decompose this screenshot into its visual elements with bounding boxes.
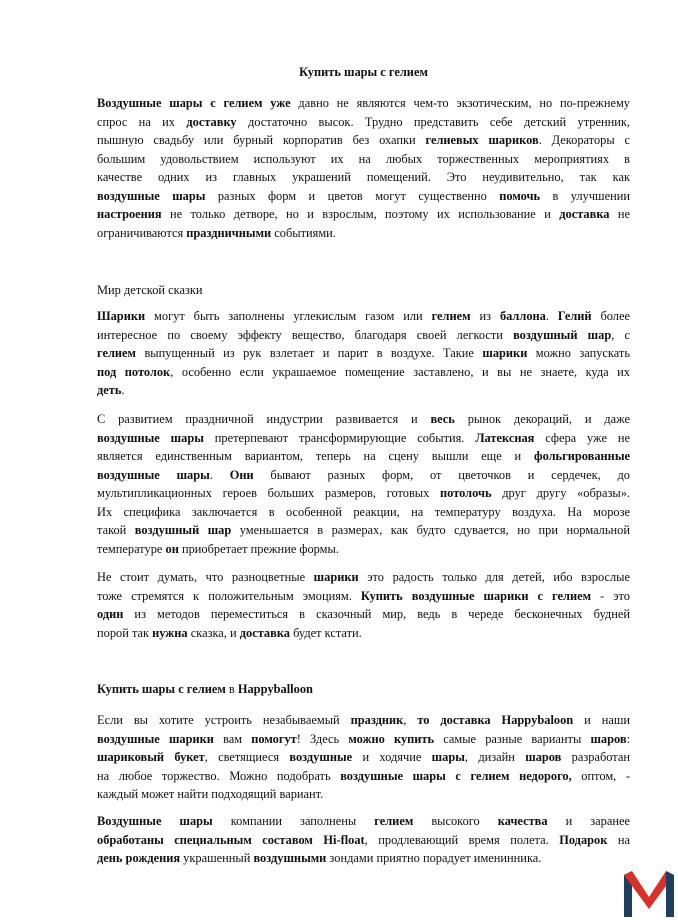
- text-line: [97, 831, 630, 850]
- paragraph-happyballoon: [97, 711, 630, 804]
- bold-keyword: воздушный шар: [134, 523, 232, 537]
- text-run: из: [470, 309, 500, 323]
- text-run: самые разные варианты: [434, 731, 591, 746]
- text-run: ! Здесь: [296, 731, 349, 746]
- text-line: [97, 410, 630, 429]
- bold-keyword: Латексная: [475, 430, 535, 445]
- bold-keyword: воздушные шары с гелием недорого,: [340, 768, 572, 783]
- text-run: выпущенный из рук взлетает и парит в воздухе. Такие: [136, 346, 483, 360]
- bold-keyword: баллона: [499, 309, 546, 323]
- text-run: бывают разных форм, от цветочков и сердечек, до: [253, 467, 630, 482]
- text-run: каждый может найти подходящий вариант.: [97, 787, 324, 801]
- paragraph-adults: [97, 568, 630, 642]
- text-run: разработан: [561, 750, 630, 764]
- text-run: .: [121, 383, 125, 397]
- text-line: [97, 767, 630, 786]
- paragraph-helium: [97, 307, 630, 400]
- bold-keyword: воздушными: [253, 851, 327, 865]
- section-heading-happyballoon: [97, 680, 313, 698]
- bold-keyword: шариковый букет: [97, 750, 205, 764]
- bold-keyword: можно купить: [348, 731, 435, 746]
- paragraph-intro: [97, 94, 630, 242]
- bold-keyword: праздничными: [186, 225, 272, 240]
- m-logo-icon: [624, 871, 674, 917]
- text-run: такой: [97, 523, 135, 537]
- bold-keyword: праздник: [350, 713, 404, 727]
- text-run: тоже стремятся к положительным эмоциям.: [97, 588, 361, 603]
- bold-keyword: шары: [431, 750, 465, 764]
- text-run: - это: [591, 588, 630, 603]
- bold-keyword: воздушные шарики: [97, 731, 214, 746]
- bold-keyword: под потолок: [97, 364, 171, 379]
- text-line: [97, 605, 630, 624]
- text-run: .: [545, 309, 558, 323]
- text-line: [97, 849, 630, 868]
- text-run: ограничиваются: [97, 225, 187, 240]
- bold-keyword: деть: [97, 383, 122, 397]
- bold-keyword: шаров: [525, 750, 562, 764]
- text-line: [97, 587, 630, 606]
- text-run: Не стоит думать, что разноцветные: [97, 570, 314, 584]
- text-run: на любое торжество. Можно подобрать: [97, 768, 341, 783]
- bold-keyword: качества: [497, 814, 548, 828]
- bold-keyword: помогут: [251, 731, 297, 746]
- text-run: сфера уже не: [534, 430, 630, 445]
- text-line: [97, 113, 630, 132]
- logo-right-stroke: [666, 871, 674, 917]
- text-run: качестве одних из главных украшений помещений. Это неудивительно, так как: [97, 170, 630, 184]
- bold-keyword: Они: [229, 467, 254, 482]
- text-line: [97, 812, 630, 831]
- text-run: давно не являются чем-то экзотическим, но по-прежнему: [290, 96, 630, 110]
- text-run: , дизайн: [464, 750, 526, 764]
- bold-keyword: потолочь: [440, 486, 492, 500]
- paragraph-quality: [97, 812, 630, 868]
- text-line: [97, 381, 630, 400]
- bold-keyword: шарики: [313, 570, 359, 584]
- text-run: событиями.: [271, 225, 336, 240]
- text-run: разных форм и цветов могут существенно: [205, 188, 500, 203]
- text-run: могут быть заполнены углекислым газом или: [145, 309, 432, 323]
- heading-brand: Happyballoon: [237, 682, 313, 696]
- text-line: [97, 150, 630, 169]
- bold-keyword: доставку: [186, 114, 237, 129]
- text-line: [97, 540, 630, 559]
- text-run: не: [609, 207, 630, 221]
- text-run: сказка, и: [187, 625, 240, 640]
- text-line: [97, 624, 630, 643]
- text-run: .: [209, 467, 230, 482]
- text-run: в улучшении: [540, 188, 630, 203]
- bold-keyword: то доставка Happybaloon: [417, 713, 574, 727]
- text-run: это радость только для детей, ибо взрослые: [358, 570, 630, 584]
- text-line: [97, 521, 630, 540]
- bold-keyword: Воздушные шары: [97, 96, 203, 110]
- text-run: и заранее: [547, 814, 631, 828]
- text-line: [97, 484, 630, 503]
- text-line: [97, 730, 630, 749]
- bold-keyword: обработаны специальным составом Hi-float: [97, 832, 365, 847]
- text-run: и ходячие: [352, 750, 432, 764]
- text-line: [97, 205, 630, 224]
- text-run: С развитием праздничной индустрии развивается и: [97, 412, 431, 426]
- text-run: друг другу «образы».: [491, 486, 631, 500]
- text-run: Если вы хотите устроить незабываемый: [97, 713, 351, 727]
- text-line: [97, 344, 630, 363]
- text-line: [97, 187, 630, 206]
- text-run: температуре: [97, 541, 166, 556]
- section-heading-fairy-world: Мир детской сказки: [97, 283, 203, 297]
- bold-keyword: Шарики: [97, 309, 146, 323]
- text-line: [97, 94, 630, 113]
- text-run: не только детворе, но и взрослым, поэтому их использование и: [161, 207, 560, 221]
- text-run: является единственным вариантом, теперь на сцену вышли еще и: [97, 449, 534, 463]
- bold-keyword: воздушные шары: [97, 467, 210, 482]
- text-run: претерпевают трансформирующие события.: [203, 430, 476, 445]
- text-line: [97, 224, 630, 243]
- bold-keyword: он: [165, 541, 179, 556]
- bold-keyword: доставка: [559, 207, 610, 221]
- text-run: спрос на их: [97, 114, 187, 129]
- text-run: можно запускать: [527, 346, 631, 360]
- bold-keyword: воздушные шары: [97, 430, 204, 445]
- text-run: Их специфика заключается в особенной реакции, на температуру воздуха. На морозе: [97, 504, 630, 519]
- text-run: . Декораторы с: [538, 133, 630, 147]
- bold-keyword: Гелий: [557, 309, 592, 323]
- text-line: [97, 466, 630, 485]
- text-line: [97, 748, 630, 767]
- heading-connector: в: [225, 682, 238, 696]
- text-run: на: [607, 832, 630, 847]
- text-line: [97, 568, 630, 587]
- text-run: более: [591, 309, 630, 323]
- text-run: большим удовольствием используют их на любых торжественных мероприятиях в: [97, 151, 630, 166]
- text-run: компании заполнены: [212, 814, 375, 828]
- text-run: , светящиеся: [204, 750, 290, 764]
- bold-keyword: нужна: [152, 625, 188, 640]
- text-run: уменьшается в размерах, как будто сдувается, но при нормальной: [231, 523, 630, 537]
- text-line: [97, 429, 630, 448]
- text-line: [97, 503, 630, 522]
- bold-keyword: гелием: [97, 346, 136, 360]
- bold-keyword: воздушные шары: [97, 188, 206, 203]
- bold-keyword: Воздушные шары: [97, 814, 213, 828]
- bold-keyword: доставка: [239, 625, 290, 640]
- text-line: [97, 711, 630, 730]
- text-line: [97, 307, 630, 326]
- text-run: приобретает прежние формы.: [178, 541, 339, 556]
- page-title: Купить шары с гелием: [299, 65, 428, 79]
- text-run: , с: [611, 327, 630, 342]
- bold-keyword: гелием: [374, 814, 414, 828]
- bold-keyword: с гелием уже: [210, 96, 291, 110]
- bold-keyword: воздушный шар: [513, 327, 612, 342]
- text-line: [97, 447, 630, 466]
- bold-keyword: Купить воздушные шарики с гелием: [360, 588, 592, 603]
- text-run: пышную свадьбу или бурный корпоратив без охапки: [97, 133, 426, 147]
- text-run: вам: [213, 731, 252, 746]
- bold-keyword: воздушные: [289, 750, 353, 764]
- bold-keyword: шаров: [590, 731, 627, 746]
- text-run: , продлевающий время полета.: [364, 832, 560, 847]
- text-line: [97, 785, 630, 804]
- text-run: украшенный: [180, 851, 254, 865]
- text-run: из методов переместиться в сказочный мир, ведь в череде бесконечных будней: [123, 607, 630, 621]
- text-line: [97, 168, 630, 187]
- bold-keyword: настроения: [97, 207, 162, 221]
- heading-bold: Купить шары с гелием: [97, 682, 226, 696]
- text-run: порой так: [97, 625, 153, 640]
- bold-keyword: гелиевых шариков: [425, 133, 539, 147]
- text-run: :: [626, 731, 631, 746]
- text-line: [97, 131, 630, 150]
- bold-keyword: день рождения: [97, 851, 181, 865]
- text-run: зондами приятно порадует именинника.: [326, 851, 542, 865]
- bold-keyword: шарики: [482, 346, 528, 360]
- paragraph-industry: [97, 410, 630, 558]
- text-run: , особенно если украшаемое помещение заставлено, и вы не знаете, куда их: [170, 364, 630, 379]
- text-run: и наши: [573, 713, 630, 727]
- text-run: оптом, -: [571, 768, 631, 783]
- text-run: достаточно высок. Трудно представить себе детский утренник,: [236, 114, 630, 129]
- text-run: ,: [403, 713, 418, 727]
- bold-keyword: один: [97, 607, 124, 621]
- text-run: высокого: [413, 814, 498, 828]
- text-line: [97, 326, 630, 345]
- bold-keyword: помочь: [499, 188, 541, 203]
- text-line: [97, 363, 630, 382]
- text-run: интересное по своему эффекту вещество, благодаря своей легкости: [97, 327, 514, 342]
- text-run: мультипликационных героев больших размеров, готовых: [97, 486, 441, 500]
- text-run: рынок декораций, и даже: [454, 412, 630, 426]
- bold-keyword: гелием: [431, 309, 471, 323]
- text-run: будет кстати.: [289, 625, 362, 640]
- bold-keyword: Подарок: [559, 832, 608, 847]
- bold-keyword: весь: [430, 412, 455, 426]
- bold-keyword: фольгированные: [534, 449, 630, 463]
